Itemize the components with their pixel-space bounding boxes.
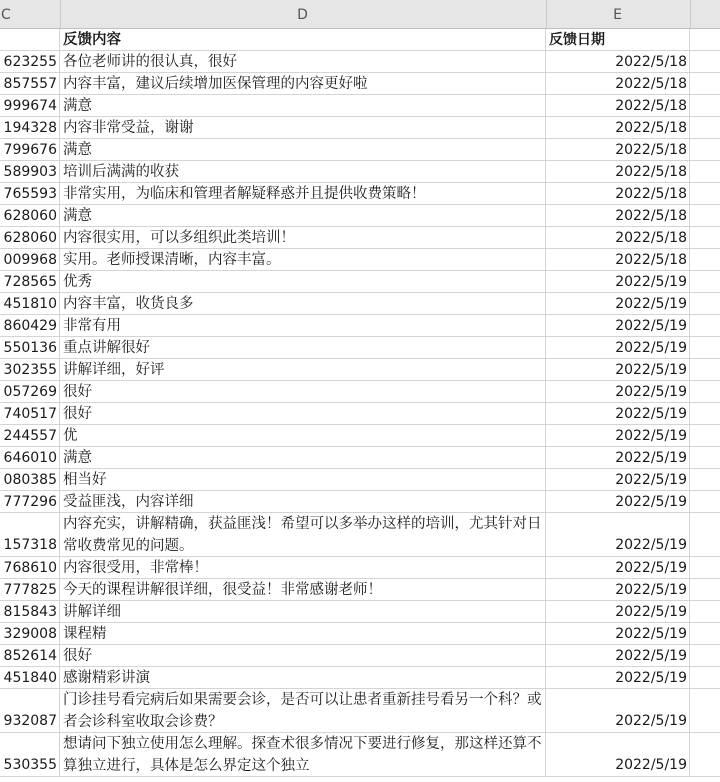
feedback-content-cell[interactable]: 今天的课程讲解很详细，很受益！非常感谢老师！ — [60, 579, 546, 600]
feedback-date-cell[interactable]: 2022/5/19 — [546, 359, 690, 380]
empty-cell[interactable] — [690, 447, 720, 468]
table-row — [0, 469, 720, 491]
empty-cell[interactable] — [690, 161, 720, 182]
feedback-content-cell[interactable]: 感谢精彩讲演 — [60, 667, 546, 688]
table-row — [0, 491, 720, 513]
header-cell-c[interactable] — [0, 29, 60, 50]
feedback-content-cell[interactable]: 重点讲解很好 — [60, 337, 546, 358]
feedback-date-cell[interactable]: 2022/5/19 — [546, 425, 690, 446]
feedback-content-cell[interactable]: 内容丰富，收货良多 — [60, 293, 546, 314]
feedback-content-cell[interactable]: 很好 — [60, 381, 546, 402]
id-cell[interactable]: 628060 — [0, 227, 60, 248]
table-row — [0, 601, 720, 623]
feedback-content-cell[interactable]: 满意 — [60, 95, 546, 116]
table-row — [0, 403, 720, 425]
empty-cell[interactable] — [690, 271, 720, 292]
feedback-date-cell[interactable]: 2022/5/19 — [546, 667, 690, 688]
feedback-date-cell[interactable]: 2022/5/19 — [546, 557, 690, 578]
feedback-date-cell[interactable]: 2022/5/19 — [546, 315, 690, 336]
feedback-content-cell[interactable]: 满意 — [60, 447, 546, 468]
empty-cell[interactable] — [690, 139, 720, 160]
empty-cell[interactable] — [690, 601, 720, 622]
empty-cell[interactable] — [690, 513, 720, 556]
feedback-date-cell[interactable]: 2022/5/19 — [546, 645, 690, 666]
table-row — [0, 227, 720, 249]
empty-cell[interactable] — [690, 645, 720, 666]
feedback-content-cell[interactable]: 讲解详细，好评 — [60, 359, 546, 380]
feedback-date-cell[interactable]: 2022/5/19 — [546, 689, 690, 732]
column-e-header[interactable]: E — [613, 7, 622, 23]
feedback-date-cell[interactable]: 2022/5/18 — [546, 51, 690, 72]
feedback-content-cell[interactable]: 内容很实用，可以多组织此类培训！ — [60, 227, 546, 248]
feedback-content-cell[interactable]: 课程精 — [60, 623, 546, 644]
empty-cell[interactable] — [690, 579, 720, 600]
empty-cell[interactable] — [690, 403, 720, 424]
feedback-date-cell[interactable]: 2022/5/19 — [546, 601, 690, 622]
empty-cell[interactable] — [690, 557, 720, 578]
feedback-content-cell[interactable]: 内容充实，讲解精确，获益匪浅！希望可以多举办这样的培训，尤其针对日常收费常见的问题。 — [60, 513, 546, 556]
table-row — [0, 139, 720, 161]
table-row — [0, 205, 720, 227]
id-cell[interactable]: 646010 — [0, 447, 60, 468]
id-cell[interactable]: 777825 — [0, 579, 60, 600]
feedback-content-cell[interactable]: 优秀 — [60, 271, 546, 292]
id-cell[interactable]: 768610 — [0, 557, 60, 578]
id-cell[interactable]: 057269 — [0, 381, 60, 402]
feedback-date-cell[interactable]: 2022/5/19 — [546, 579, 690, 600]
feedback-date-cell[interactable]: 2022/5/19 — [546, 271, 690, 292]
table-row — [0, 249, 720, 271]
feedback-content-cell[interactable]: 优 — [60, 425, 546, 446]
id-cell[interactable]: 451810 — [0, 293, 60, 314]
table-row — [0, 293, 720, 315]
table-row — [0, 271, 720, 293]
table-row — [0, 645, 720, 667]
feedback-date-cell[interactable]: 2022/5/19 — [546, 623, 690, 644]
id-cell[interactable]: 302355 — [0, 359, 60, 380]
table-row — [0, 579, 720, 601]
table-row — [0, 117, 720, 139]
feedback-date-cell[interactable]: 2022/5/18 — [546, 227, 690, 248]
feedback-content-cell[interactable]: 培训后满满的收获 — [60, 161, 546, 182]
empty-cell[interactable] — [690, 117, 720, 138]
table-row — [0, 183, 720, 205]
feedback-content-cell[interactable]: 很好 — [60, 645, 546, 666]
table-row — [0, 733, 720, 777]
empty-cell[interactable] — [690, 381, 720, 402]
table-row — [0, 51, 720, 73]
feedback-date-cell[interactable]: 2022/5/18 — [546, 249, 690, 270]
feedback-content-cell[interactable]: 讲解详细 — [60, 601, 546, 622]
feedback-content-cell[interactable]: 受益匪浅，内容详细 — [60, 491, 546, 512]
spreadsheet-grid — [0, 29, 720, 777]
table-row — [0, 381, 720, 403]
empty-cell[interactable] — [690, 315, 720, 336]
feedback-content-cell[interactable]: 非常实用，为临床和管理者解疑释惑并且提供收费策略！ — [60, 183, 546, 204]
id-cell[interactable]: 530355 — [0, 733, 60, 776]
feedback-date-cell[interactable]: 2022/5/19 — [546, 469, 690, 490]
empty-cell[interactable] — [690, 337, 720, 358]
column-separator[interactable] — [690, 0, 691, 28]
id-cell[interactable]: 860429 — [0, 315, 60, 336]
feedback-date-cell[interactable]: 2022/5/19 — [546, 733, 690, 776]
empty-cell[interactable] — [690, 249, 720, 270]
feedback-date-cell[interactable]: 2022/5/19 — [546, 447, 690, 468]
feedback-date-cell[interactable]: 2022/5/18 — [546, 183, 690, 204]
empty-cell[interactable] — [690, 425, 720, 446]
feedback-date-cell[interactable]: 2022/5/18 — [546, 73, 690, 94]
empty-cell[interactable] — [690, 73, 720, 94]
column-header-bar — [0, 0, 720, 29]
table-row — [0, 425, 720, 447]
id-cell[interactable]: 728565 — [0, 271, 60, 292]
empty-cell[interactable] — [690, 491, 720, 512]
table-row — [0, 513, 720, 557]
id-cell[interactable]: 451840 — [0, 667, 60, 688]
empty-cell[interactable] — [690, 667, 720, 688]
feedback-content-cell[interactable]: 实用。老师授课清晰，内容丰富。 — [60, 249, 546, 270]
id-cell[interactable]: 009968 — [0, 249, 60, 270]
table-row — [0, 95, 720, 117]
feedback-content-cell[interactable]: 很好 — [60, 403, 546, 424]
id-cell[interactable]: 628060 — [0, 205, 60, 226]
feedback-date-cell[interactable]: 2022/5/18 — [546, 117, 690, 138]
empty-cell[interactable] — [690, 227, 720, 248]
feedback-date-cell[interactable]: 2022/5/18 — [546, 161, 690, 182]
feedback-date-cell[interactable]: 2022/5/19 — [546, 293, 690, 314]
feedback-content-cell[interactable]: 各位老师讲的很认真，很好 — [60, 51, 546, 72]
feedback-content-cell[interactable]: 想请问下独立使用怎么理解。探查术很多情况下要进行修复，那这样还算不算独立进行，具体是怎么界定这个独立 — [60, 733, 546, 776]
empty-cell[interactable] — [690, 689, 720, 732]
id-cell[interactable]: 765593 — [0, 183, 60, 204]
feedback-content-cell[interactable]: 满意 — [60, 205, 546, 226]
feedback-date-cell[interactable]: 2022/5/18 — [546, 95, 690, 116]
empty-cell[interactable] — [690, 95, 720, 116]
feedback-date-cell[interactable]: 2022/5/19 — [546, 381, 690, 402]
table-row — [0, 73, 720, 95]
feedback-content-cell[interactable]: 相当好 — [60, 469, 546, 490]
feedback-date-cell[interactable]: 2022/5/19 — [546, 513, 690, 556]
table-row — [0, 337, 720, 359]
table-header-row — [0, 29, 720, 51]
feedback-date-cell[interactable]: 2022/5/18 — [546, 205, 690, 226]
empty-cell[interactable] — [690, 733, 720, 776]
table-row — [0, 557, 720, 579]
empty-cell[interactable] — [690, 51, 720, 72]
table-row — [0, 161, 720, 183]
id-cell[interactable]: 623255 — [0, 51, 60, 72]
id-cell[interactable]: 194328 — [0, 117, 60, 138]
id-cell[interactable]: 550136 — [0, 337, 60, 358]
empty-cell[interactable] — [690, 469, 720, 490]
empty-cell[interactable] — [690, 205, 720, 226]
id-cell[interactable]: 589903 — [0, 161, 60, 182]
empty-cell[interactable] — [690, 623, 720, 644]
id-cell[interactable]: 999674 — [0, 95, 60, 116]
id-cell[interactable]: 329008 — [0, 623, 60, 644]
header-feedback-content[interactable]: 反馈内容 — [60, 29, 546, 50]
table-row — [0, 623, 720, 645]
feedback-date-cell[interactable]: 2022/5/19 — [546, 403, 690, 424]
feedback-date-cell[interactable]: 2022/5/18 — [546, 139, 690, 160]
id-cell[interactable]: 080385 — [0, 469, 60, 490]
feedback-content-cell[interactable]: 满意 — [60, 139, 546, 160]
table-row — [0, 689, 720, 733]
table-row — [0, 359, 720, 381]
header-cell-f[interactable] — [690, 29, 720, 50]
feedback-date-cell[interactable]: 2022/5/19 — [546, 337, 690, 358]
column-d-header[interactable]: D — [297, 7, 308, 23]
feedback-content-cell[interactable]: 内容非常受益，谢谢 — [60, 117, 546, 138]
feedback-content-cell[interactable]: 门诊挂号看完病后如果需要会诊，是否可以让患者重新挂号看另一个科？或者会诊科室收取会诊费？ — [60, 689, 546, 732]
id-cell[interactable]: 777296 — [0, 491, 60, 512]
id-cell[interactable]: 857557 — [0, 73, 60, 94]
id-cell[interactable]: 815843 — [0, 601, 60, 622]
feedback-date-cell[interactable]: 2022/5/19 — [546, 491, 690, 512]
empty-cell[interactable] — [690, 359, 720, 380]
id-cell[interactable]: 799676 — [0, 139, 60, 160]
feedback-content-cell[interactable]: 内容丰富，建议后续增加医保管理的内容更好啦 — [60, 73, 546, 94]
empty-cell[interactable] — [690, 293, 720, 314]
header-feedback-date[interactable]: 反馈日期 — [546, 29, 690, 50]
id-cell[interactable]: 932087 — [0, 689, 60, 732]
feedback-content-cell[interactable]: 非常有用 — [60, 315, 546, 336]
empty-cell[interactable] — [690, 183, 720, 204]
feedback-content-cell[interactable]: 内容很受用，非常棒！ — [60, 557, 546, 578]
id-cell[interactable]: 740517 — [0, 403, 60, 424]
table-row — [0, 447, 720, 469]
id-cell[interactable]: 852614 — [0, 645, 60, 666]
column-c-header[interactable]: C — [1, 7, 11, 23]
table-row — [0, 667, 720, 689]
id-cell[interactable]: 244557 — [0, 425, 60, 446]
table-row — [0, 315, 720, 337]
id-cell[interactable]: 157318 — [0, 513, 60, 556]
